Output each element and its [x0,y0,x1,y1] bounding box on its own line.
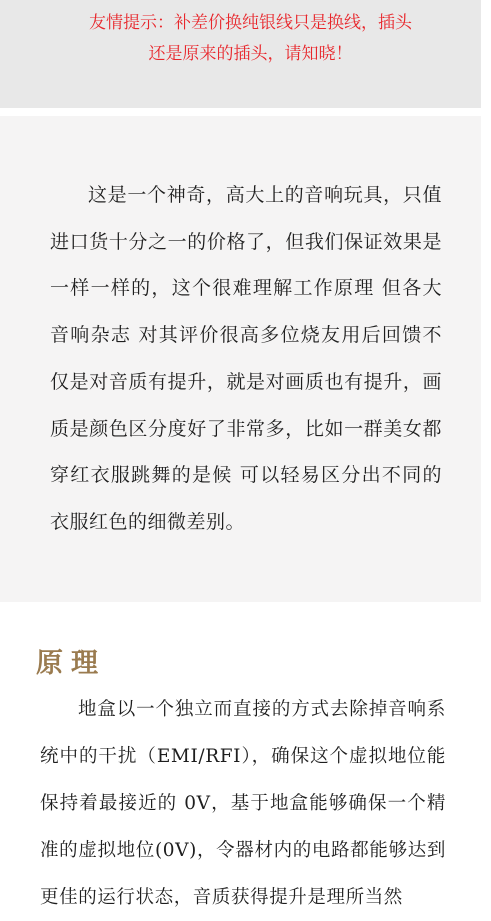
principle-paragraph: 地盒以一个独立而直接的方式去除掉音响系统中的干扰（EMI/RFI），确保这个虚拟地位能保持着最接近的 0V，基于地盒能够确保一个精准的虚拟地位(0V)，令器材内的电路都能够达到更佳的运行状态，音质获得提升是理所当然 [40,699,446,908]
notice-line-1: 友情提示：补差价换纯银线只是换线，插头 [89,13,412,33]
principle-section [0,602,481,908]
intro-section [0,116,481,602]
notice-banner [0,0,481,108]
section-divider [0,108,481,116]
principle-title: 原理 [36,648,106,679]
intro-paragraph: 这是一个神奇，高大上的音响玩具，只值进口货十分之一的价格了，但我们保证效果是一样一样的，这个很难理解工作原理 但各大音响杂志 对其评价很高多位烧友用后回馈不仅是对音质有提升，就是对画质也有提升，画质是颜色区分度好了非常多，比如一群美女都穿红衣服跳舞的是候 可以轻易区分出不同的衣服红色的细微差别。 [50,184,442,533]
notice-line-2: 还是原来的插头，请知晓！ [148,44,353,64]
